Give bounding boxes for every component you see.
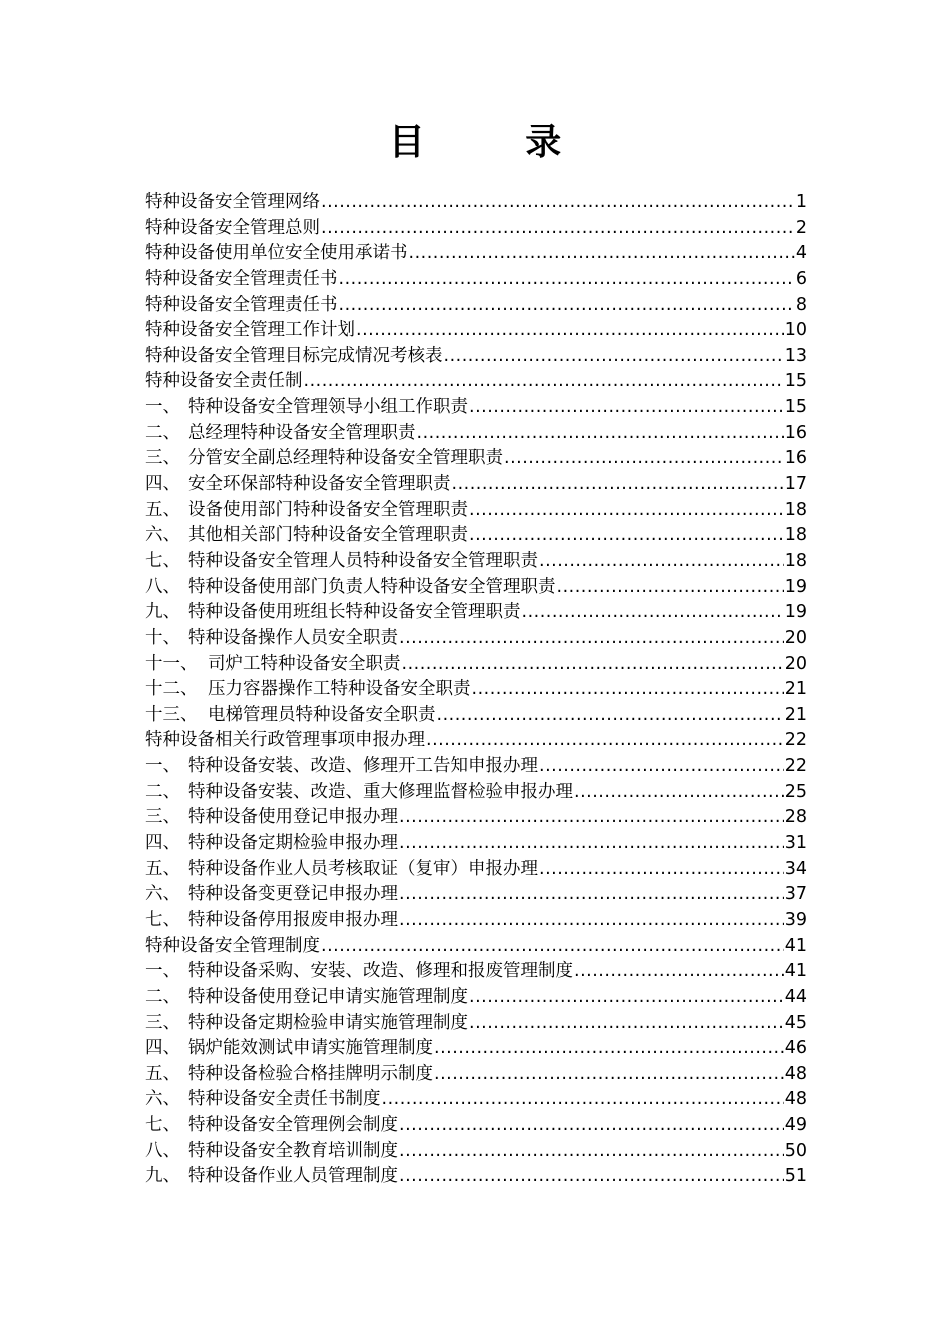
toc-dot-leader	[409, 241, 795, 267]
toc-dot-leader	[399, 882, 784, 908]
toc-entry-number: 二、	[145, 422, 180, 443]
toc-entry-page: 16	[784, 448, 807, 469]
toc-entry[interactable]	[145, 805, 807, 831]
toc-dot-leader	[321, 934, 784, 960]
toc-dot-leader	[539, 754, 784, 780]
toc-dot-leader	[321, 216, 795, 242]
toc-entry-page: 18	[784, 550, 807, 571]
toc-entry-title: 特种设备使用部门负责人特种设备安全管理职责	[188, 576, 556, 597]
toc-entry-title: 特种设备使用单位安全使用承诺书	[145, 243, 408, 264]
toc-entry-title: 特种设备安全管理目标完成情况考核表	[145, 345, 443, 366]
toc-entry[interactable]	[145, 754, 807, 780]
toc-entry[interactable]	[145, 934, 807, 960]
toc-entry[interactable]	[145, 1113, 807, 1139]
toc-entry[interactable]	[145, 857, 807, 883]
toc-entry-page: 15	[784, 397, 807, 418]
toc-entry-page: 16	[784, 422, 807, 443]
toc-entry[interactable]	[145, 703, 807, 729]
toc-entry-number: 十、	[145, 627, 180, 648]
toc-dot-leader	[434, 1036, 784, 1062]
toc-entry-page: 18	[784, 499, 807, 520]
toc-entry-title: 特种设备作业人员管理制度	[188, 1166, 398, 1187]
toc-dot-leader	[339, 293, 795, 319]
toc-dot-leader	[574, 780, 784, 806]
toc-dot-leader	[399, 1113, 784, 1139]
toc-entry[interactable]	[145, 575, 807, 601]
toc-entry-page: 18	[784, 525, 807, 546]
toc-entry-number: 三、	[145, 807, 180, 828]
toc-entry-title: 特种设备采购、安装、改造、修理和报废管理制度	[188, 961, 573, 982]
toc-entry-page: 1	[795, 192, 807, 212]
toc-entry[interactable]	[145, 677, 807, 703]
toc-entry-number: 四、	[145, 474, 180, 495]
toc-entry[interactable]	[145, 831, 807, 857]
toc-entry-page: 46	[784, 1038, 807, 1059]
toc-entry-page: 22	[784, 756, 807, 777]
toc-dot-leader	[402, 652, 784, 678]
toc-entry-number: 十一、	[145, 653, 198, 674]
toc-entry-number: 五、	[145, 1063, 180, 1084]
toc-entry-title: 特种设备定期检验申报办理	[188, 833, 398, 854]
toc-entry-page: 17	[784, 474, 807, 495]
toc-entry-number: 六、	[145, 1089, 180, 1110]
toc-entry-title: 特种设备安全管理责任书	[145, 268, 338, 289]
toc-entry-title: 总经理特种设备安全管理职责	[188, 422, 416, 443]
toc-entry-title: 压力容器操作工特种设备安全职责	[208, 679, 471, 700]
toc-entry[interactable]	[145, 908, 807, 934]
toc-entry[interactable]	[145, 446, 807, 472]
toc-entry-page: 39	[784, 909, 807, 930]
toc-entry[interactable]	[145, 267, 807, 293]
toc-entry-number: 一、	[145, 756, 180, 777]
toc-entry-title: 锅炉能效测试申请实施管理制度	[188, 1038, 433, 1059]
toc-entry-number: 八、	[145, 1140, 180, 1161]
toc-entry-title: 特种设备变更登记申报办理	[188, 884, 398, 905]
toc-entry-number: 三、	[145, 448, 180, 469]
toc-entry[interactable]	[145, 216, 807, 242]
toc-dot-leader	[437, 703, 784, 729]
table-of-contents	[145, 190, 807, 1190]
toc-entry-title: 特种设备操作人员安全职责	[188, 627, 398, 648]
toc-entry-page: 34	[784, 858, 807, 879]
toc-dot-leader	[339, 267, 795, 293]
toc-dot-leader	[469, 523, 784, 549]
toc-entry-title: 特种设备使用登记申报办理	[188, 807, 398, 828]
toc-entry[interactable]	[145, 780, 807, 806]
toc-entry-page: 49	[784, 1115, 807, 1136]
toc-entry-page: 19	[784, 602, 807, 623]
toc-dot-leader	[504, 446, 784, 472]
toc-entry-title: 特种设备安装、改造、重大修理监督检验申报办理	[188, 781, 573, 802]
toc-dot-leader	[426, 728, 784, 754]
toc-dot-leader	[417, 421, 784, 447]
toc-entry-number: 二、	[145, 986, 180, 1007]
toc-dot-leader	[356, 318, 784, 344]
toc-entry[interactable]	[145, 549, 807, 575]
toc-entry-page: 28	[784, 807, 807, 828]
toc-entry[interactable]	[145, 498, 807, 524]
toc-entry-number: 一、	[145, 961, 180, 982]
toc-dot-leader	[469, 1011, 784, 1037]
toc-entry-number: 一、	[145, 397, 180, 418]
toc-entry-page: 4	[795, 243, 807, 264]
toc-entry[interactable]	[145, 882, 807, 908]
toc-dot-leader	[321, 190, 795, 216]
toc-entry-title: 特种设备定期检验申请实施管理制度	[188, 1012, 468, 1033]
toc-entry-page: 48	[784, 1089, 807, 1110]
toc-entry[interactable]	[145, 1087, 807, 1113]
toc-entry-title: 设备使用部门特种设备安全管理职责	[188, 499, 468, 520]
toc-entry-title: 其他相关部门特种设备安全管理职责	[188, 525, 468, 546]
toc-entry-title: 特种设备安全管理网络	[145, 192, 320, 212]
toc-entry[interactable]	[145, 241, 807, 267]
toc-dot-leader	[399, 626, 784, 652]
toc-entry-page: 50	[784, 1140, 807, 1161]
toc-entry[interactable]	[145, 421, 807, 447]
toc-dot-leader	[434, 1062, 784, 1088]
toc-entry[interactable]	[145, 728, 807, 754]
toc-dot-leader	[539, 857, 784, 883]
toc-entry-number: 八、	[145, 576, 180, 597]
toc-entry-title: 特种设备相关行政管理事项申报办理	[145, 730, 425, 751]
toc-dot-leader	[574, 959, 784, 985]
toc-entry-title: 特种设备安全教育培训制度	[188, 1140, 398, 1161]
toc-entry[interactable]	[145, 369, 807, 395]
toc-entry-page: 20	[784, 627, 807, 648]
toc-entry-page: 19	[784, 576, 807, 597]
toc-entry-page: 8	[795, 294, 807, 315]
toc-dot-leader	[469, 985, 784, 1011]
toc-entry-page: 22	[784, 730, 807, 751]
toc-entry-title: 特种设备安全管理例会制度	[188, 1115, 398, 1136]
toc-entry[interactable]	[145, 652, 807, 678]
toc-dot-leader	[399, 908, 784, 934]
toc-entry-number: 四、	[145, 1038, 180, 1059]
toc-entry[interactable]	[145, 523, 807, 549]
toc-entry-number: 九、	[145, 1166, 180, 1187]
toc-entry[interactable]	[145, 1164, 807, 1190]
toc-entry-title: 特种设备安全管理制度	[145, 935, 320, 956]
toc-entry-number: 三、	[145, 1012, 180, 1033]
toc-entry-title: 分管安全副总经理特种设备安全管理职责	[188, 448, 503, 469]
toc-entry-number: 六、	[145, 884, 180, 905]
toc-entry-title: 特种设备安全管理总则	[145, 217, 320, 238]
toc-entry-title: 特种设备安全管理领导小组工作职责	[188, 397, 468, 418]
toc-entry-page: 31	[784, 833, 807, 854]
toc-entry-title: 特种设备安全管理责任书	[145, 294, 338, 315]
toc-dot-leader	[539, 549, 784, 575]
toc-entry-number: 六、	[145, 525, 180, 546]
toc-dot-leader	[399, 1164, 784, 1190]
toc-dot-leader	[522, 600, 784, 626]
toc-dot-leader	[399, 1139, 784, 1165]
toc-entry[interactable]	[145, 1036, 807, 1062]
toc-entry[interactable]	[145, 472, 807, 498]
toc-entry-number: 七、	[145, 909, 180, 930]
toc-entry-number: 十三、	[145, 704, 198, 725]
toc-entry-page: 21	[784, 679, 807, 700]
toc-entry-title: 特种设备安全责任书制度	[188, 1089, 381, 1110]
toc-entry-page: 20	[784, 653, 807, 674]
toc-dot-leader	[304, 369, 784, 395]
toc-entry-page: 51	[784, 1166, 807, 1187]
toc-entry-page: 10	[784, 320, 807, 341]
toc-entry[interactable]	[145, 1139, 807, 1165]
toc-entry-page: 15	[784, 371, 807, 392]
toc-entry-number: 五、	[145, 499, 180, 520]
toc-entry-page: 48	[784, 1063, 807, 1084]
toc-entry-title: 特种设备使用登记申请实施管理制度	[188, 986, 468, 1007]
toc-entry-number: 九、	[145, 602, 180, 623]
toc-entry-page: 21	[784, 704, 807, 725]
toc-entry-title: 安全环保部特种设备安全管理职责	[188, 474, 451, 495]
toc-entry[interactable]	[145, 318, 807, 344]
toc-entry[interactable]	[145, 1062, 807, 1088]
toc-entry-page: 37	[784, 884, 807, 905]
toc-entry-number: 十二、	[145, 679, 198, 700]
toc-dot-leader	[399, 831, 784, 857]
toc-dot-leader	[469, 498, 784, 524]
toc-dot-leader	[452, 472, 784, 498]
toc-entry[interactable]	[145, 600, 807, 626]
toc-entry-title: 特种设备停用报废申报办理	[188, 909, 398, 930]
toc-entry-title: 特种设备作业人员考核取证（复审）申报办理	[188, 858, 538, 879]
toc-entry-page: 45	[784, 1012, 807, 1033]
toc-entry[interactable]	[145, 959, 807, 985]
toc-entry-page: 13	[784, 345, 807, 366]
toc-entry-title: 特种设备检验合格挂牌明示制度	[188, 1063, 433, 1084]
toc-entry[interactable]	[145, 190, 807, 216]
toc-entry-number: 七、	[145, 1115, 180, 1136]
toc-entry-title: 特种设备安全管理工作计划	[145, 320, 355, 341]
toc-entry-title: 司炉工特种设备安全职责	[208, 653, 401, 674]
toc-entry[interactable]	[145, 1011, 807, 1037]
toc-entry-page: 6	[795, 268, 807, 289]
toc-dot-leader	[469, 395, 784, 421]
toc-entry[interactable]	[145, 344, 807, 370]
toc-dot-leader	[444, 344, 784, 370]
toc-entry-page: 25	[784, 781, 807, 802]
toc-entry-page: 41	[784, 961, 807, 982]
toc-dot-leader	[382, 1087, 784, 1113]
toc-entry-title: 电梯管理员特种设备安全职责	[208, 704, 436, 725]
toc-entry-title: 特种设备使用班组长特种设备安全管理职责	[188, 602, 521, 623]
toc-entry-title: 特种设备安全管理人员特种设备安全管理职责	[188, 550, 538, 571]
toc-entry[interactable]	[145, 626, 807, 652]
toc-entry-number: 二、	[145, 781, 180, 802]
toc-entry-title: 特种设备安装、改造、修理开工告知申报办理	[188, 756, 538, 777]
toc-entry-page: 2	[795, 217, 807, 238]
toc-entry[interactable]	[145, 395, 807, 421]
toc-entry-number: 四、	[145, 833, 180, 854]
toc-entry-number: 五、	[145, 858, 180, 879]
toc-entry-page: 41	[784, 935, 807, 956]
toc-dot-leader	[472, 677, 784, 703]
toc-entry[interactable]	[145, 985, 807, 1011]
toc-dot-leader	[399, 805, 784, 831]
toc-dot-leader	[557, 575, 784, 601]
toc-entry-page: 44	[784, 986, 807, 1007]
toc-entry[interactable]	[145, 293, 807, 319]
toc-entry-title: 特种设备安全责任制	[145, 371, 303, 392]
page-title: 目 录	[388, 122, 606, 163]
toc-entry-number: 七、	[145, 550, 180, 571]
